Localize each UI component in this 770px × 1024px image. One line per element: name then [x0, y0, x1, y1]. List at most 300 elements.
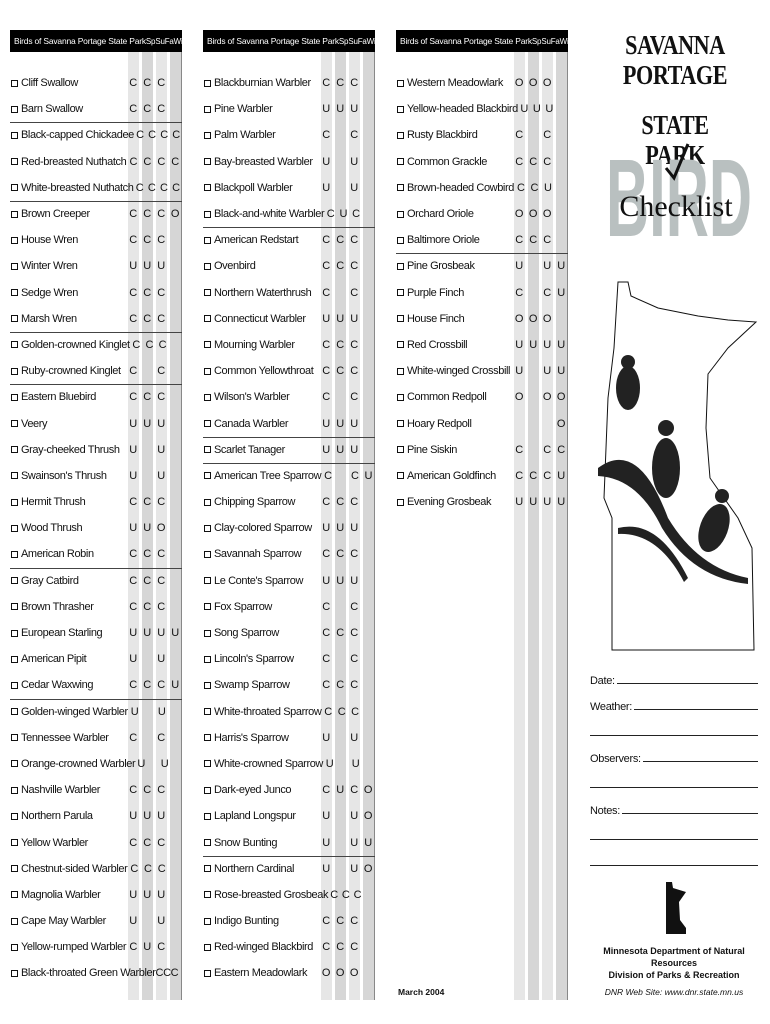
species-name: White-crowned Sparrow	[214, 757, 323, 770]
abundance-wi: O	[363, 862, 373, 875]
species-checkbox[interactable]	[11, 132, 18, 139]
species-checkbox[interactable]	[11, 446, 18, 453]
species-name: European Starling	[21, 627, 103, 640]
species-checkbox[interactable]	[204, 577, 211, 584]
species-row	[396, 332, 568, 358]
species-row	[10, 437, 182, 463]
abundance-fa: U	[157, 915, 165, 928]
species-checkbox[interactable]	[11, 368, 18, 375]
species-checkbox[interactable]	[204, 237, 211, 244]
species-row	[396, 122, 568, 148]
species-checkbox[interactable]	[11, 630, 18, 637]
abundance-fa: U	[157, 888, 165, 901]
species-row	[203, 541, 375, 567]
season-header-fa: Fa	[164, 36, 174, 46]
abundance-su: C	[143, 208, 151, 221]
species-name: Dark-eyed Junco	[214, 784, 292, 797]
species-checkbox[interactable]	[204, 289, 211, 296]
group-separator	[203, 856, 375, 857]
species-checkbox[interactable]	[11, 577, 18, 584]
species-checkbox[interactable]	[397, 289, 404, 296]
species-checkbox[interactable]	[11, 970, 18, 977]
species-row	[10, 620, 182, 646]
species-name: Nashville Warbler	[21, 784, 100, 797]
abundance-sp: C	[129, 286, 137, 299]
species-checkbox[interactable]	[204, 525, 211, 532]
abundance-fa: U	[543, 365, 551, 378]
abundance-wi: U	[557, 260, 565, 273]
species-checkbox[interactable]	[11, 472, 18, 479]
abundance-su: C	[336, 915, 344, 928]
abundance-su: U	[336, 784, 344, 797]
abundance-su: U	[336, 443, 344, 456]
abundance-sp: C	[322, 496, 330, 509]
species-row	[203, 253, 375, 279]
weather-line-2[interactable]	[590, 717, 758, 739]
abundance-sp: C	[515, 443, 523, 456]
abundance-su: C	[336, 548, 344, 561]
species-row	[203, 70, 375, 96]
species-row	[10, 201, 182, 227]
species-row	[10, 751, 182, 777]
species-checkbox[interactable]	[397, 315, 404, 322]
abundance-sp: C	[129, 77, 137, 90]
season-header-su: Su	[348, 36, 358, 46]
species-row	[396, 70, 568, 96]
species-checkbox[interactable]	[204, 499, 211, 506]
species-row	[396, 489, 568, 515]
species-checkbox[interactable]	[397, 132, 404, 139]
abundance-su: U	[336, 574, 344, 587]
species-row	[203, 699, 375, 725]
group-separator	[203, 463, 375, 464]
abundance-fa: C	[350, 234, 358, 247]
column-header	[396, 30, 568, 52]
abundance-su: C	[143, 312, 151, 325]
species-checkbox[interactable]	[11, 603, 18, 610]
abundance-fa: C	[157, 731, 165, 744]
abundance-wi: C	[172, 129, 180, 142]
species-name: Black-throated Green Warbler	[21, 967, 156, 980]
species-checkbox[interactable]	[204, 394, 211, 401]
abundance-su: U	[143, 260, 151, 273]
abundance-su: C	[147, 181, 156, 194]
species-name: Northern Cardinal	[214, 862, 295, 875]
species-name: House Wren	[21, 234, 78, 247]
species-checkbox[interactable]	[11, 813, 18, 820]
abundance-fa: U	[350, 731, 358, 744]
abundance-su: C	[341, 888, 350, 901]
observers-label: Observers:	[590, 753, 641, 765]
species-row	[396, 306, 568, 332]
abundance-su: C	[143, 155, 151, 168]
season-header-su: Su	[541, 36, 551, 46]
abundance-fa: C	[351, 705, 359, 718]
species-checkbox[interactable]	[397, 472, 404, 479]
observation-form	[590, 665, 758, 869]
abundance-fa: C	[157, 391, 165, 404]
species-checkbox[interactable]	[11, 394, 18, 401]
abundance-fa: U	[350, 443, 358, 456]
abundance-sp: C	[135, 181, 144, 194]
notes-line-3[interactable]	[590, 847, 758, 869]
species-name: Golden-winged Warbler	[21, 705, 128, 718]
abundance-fa: C	[157, 600, 165, 613]
species-checkbox[interactable]	[11, 891, 18, 898]
group-separator	[10, 201, 182, 202]
species-checkbox[interactable]	[397, 341, 404, 348]
abundance-fa: C	[157, 548, 165, 561]
abundance-fa: O	[349, 967, 359, 980]
species-name: American Robin	[21, 548, 94, 561]
checklist-word: Checklist	[619, 190, 733, 223]
species-checkbox[interactable]	[204, 315, 211, 322]
species-row	[10, 829, 182, 855]
species-checkbox[interactable]	[11, 525, 18, 532]
species-checkbox[interactable]	[11, 656, 18, 663]
abundance-sp: C	[322, 679, 330, 692]
season-header-sp: Sp	[531, 36, 542, 46]
species-checkbox[interactable]	[204, 656, 211, 663]
abundance-su: C	[143, 391, 151, 404]
species-checkbox[interactable]	[11, 499, 18, 506]
species-name: Palm Warbler	[214, 129, 276, 142]
species-name: Mourning Warbler	[214, 338, 295, 351]
species-name: Northern Parula	[21, 810, 93, 823]
species-row	[10, 803, 182, 829]
species-checkbox[interactable]	[397, 263, 404, 270]
species-checkbox[interactable]	[11, 760, 18, 767]
birds-drawing	[598, 355, 748, 584]
weather-field[interactable]	[590, 691, 758, 713]
abundance-sp: C	[129, 731, 137, 744]
species-checkbox[interactable]	[11, 184, 18, 191]
species-name: Scarlet Tanager	[214, 443, 285, 456]
species-checkbox[interactable]	[204, 211, 211, 218]
abundance-sp: C	[136, 129, 144, 142]
species-row	[10, 672, 182, 698]
species-checkbox[interactable]	[204, 158, 211, 165]
abundance-sp: C	[324, 705, 332, 718]
abundance-fa: U	[157, 810, 165, 823]
species-checkbox[interactable]	[11, 341, 18, 348]
abundance-fa: C	[350, 653, 358, 666]
species-checkbox[interactable]	[11, 865, 18, 872]
species-name: Blackburnian Warbler	[214, 77, 311, 90]
species-checkbox[interactable]	[204, 263, 211, 270]
abundance-fa: C	[157, 208, 165, 221]
species-checkbox[interactable]	[204, 132, 211, 139]
abundance-sp: U	[129, 888, 137, 901]
species-name: Evening Grosbeak	[407, 496, 492, 509]
abundance-fa: C	[543, 443, 551, 456]
notes-label: Notes:	[590, 805, 620, 817]
species-row	[203, 960, 375, 986]
species-checkbox[interactable]	[204, 603, 211, 610]
species-row	[10, 699, 182, 725]
species-checkbox[interactable]	[397, 420, 404, 427]
species-row	[203, 201, 375, 227]
species-name: White-throated Sparrow	[214, 705, 322, 718]
observers-field[interactable]	[590, 743, 758, 765]
abundance-sp: C	[132, 338, 140, 351]
abundance-su: C	[336, 496, 344, 509]
abundance-sp: U	[137, 757, 145, 770]
abundance-fa: U	[160, 757, 169, 770]
species-row	[10, 122, 182, 148]
species-checkbox[interactable]	[397, 80, 404, 87]
species-checkbox[interactable]	[204, 630, 211, 637]
species-name: Western Meadowlark	[407, 77, 503, 90]
abundance-sp: C	[130, 862, 138, 875]
species-checkbox[interactable]	[11, 420, 18, 427]
species-name: Ruby-crowned Kinglet	[21, 365, 121, 378]
species-row	[203, 332, 375, 358]
species-row	[396, 463, 568, 489]
species-row	[396, 201, 568, 227]
abundance-fa: U	[350, 312, 358, 325]
species-row	[10, 856, 182, 882]
species-row	[396, 149, 568, 175]
abundance-sp: C	[155, 967, 164, 980]
group-separator	[203, 227, 375, 228]
species-checkbox[interactable]	[204, 184, 211, 191]
abundance-fa: C	[350, 129, 358, 142]
species-checkbox[interactable]	[11, 315, 18, 322]
abundance-su: C	[143, 103, 151, 116]
species-checkbox[interactable]	[204, 341, 211, 348]
species-name: Cliff Swallow	[21, 77, 78, 90]
abundance-sp: C	[322, 260, 330, 273]
species-checkbox[interactable]	[204, 472, 211, 479]
species-row	[203, 175, 375, 201]
abundance-su: C	[163, 967, 171, 980]
species-checkbox[interactable]	[204, 551, 211, 558]
species-checkbox[interactable]	[204, 446, 211, 453]
abundance-sp: U	[515, 496, 523, 509]
abundance-su: U	[339, 208, 348, 221]
species-name: Lincoln's Sparrow	[214, 653, 294, 666]
abundance-sp: O	[321, 967, 331, 980]
abundance-fa: C	[157, 679, 165, 692]
species-name: Black-and-white Warbler	[214, 208, 325, 221]
species-checkbox[interactable]	[204, 918, 211, 925]
species-row	[203, 777, 375, 803]
abundance-su: C	[144, 862, 152, 875]
species-checkbox[interactable]	[11, 106, 18, 113]
notes-field[interactable]	[590, 795, 758, 817]
species-checkbox[interactable]	[204, 760, 211, 767]
abundance-sp: C	[322, 129, 330, 142]
species-checkbox[interactable]	[204, 839, 211, 846]
date-field[interactable]	[590, 665, 758, 687]
species-name: Orange-crowned Warbler	[21, 757, 136, 770]
species-row	[203, 306, 375, 332]
species-checkbox[interactable]	[397, 211, 404, 218]
species-checkbox[interactable]	[397, 237, 404, 244]
abundance-fa: C	[157, 574, 165, 587]
species-checkbox[interactable]	[11, 682, 18, 689]
dept-line-2: Division of Parks & Recreation	[608, 970, 740, 980]
abundance-sp: C	[322, 548, 330, 561]
abundance-fa: O	[156, 522, 166, 535]
species-row	[10, 489, 182, 515]
species-checkbox[interactable]	[397, 158, 404, 165]
species-checkbox[interactable]	[11, 158, 18, 165]
species-name: Chipping Sparrow	[214, 496, 296, 509]
abundance-sp: C	[129, 234, 137, 247]
species-checkbox[interactable]	[397, 499, 404, 506]
abundance-fa: C	[157, 286, 165, 299]
species-name: Yellow Warbler	[21, 836, 88, 849]
species-checkbox[interactable]	[11, 551, 18, 558]
abundance-sp: U	[129, 443, 137, 456]
abundance-su: C	[143, 600, 151, 613]
species-row	[203, 568, 375, 594]
abundance-sp: C	[129, 548, 137, 561]
abundance-fa: U	[543, 338, 551, 351]
abundance-fa: U	[351, 757, 360, 770]
species-checkbox[interactable]	[11, 944, 18, 951]
species-name: American Pipit	[21, 653, 87, 666]
abundance-wi: U	[557, 365, 565, 378]
species-checkbox[interactable]	[11, 787, 18, 794]
species-name: Marsh Wren	[21, 312, 77, 325]
species-checkbox[interactable]	[204, 970, 211, 977]
species-checkbox[interactable]	[11, 708, 18, 715]
column-header-title: Birds of Savanna Portage State Park	[14, 36, 146, 46]
species-row	[10, 306, 182, 332]
species-name: Pine Grosbeak	[407, 260, 475, 273]
species-name: Wood Thrush	[21, 522, 83, 535]
abundance-su: U	[143, 417, 151, 430]
species-checkbox[interactable]	[11, 734, 18, 741]
species-checkbox[interactable]	[204, 891, 211, 898]
species-checkbox[interactable]	[11, 918, 18, 925]
abundance-su: C	[143, 548, 151, 561]
species-row	[203, 410, 375, 436]
species-checkbox[interactable]	[11, 80, 18, 87]
species-row	[203, 803, 375, 829]
abundance-su: O	[528, 208, 538, 221]
abundance-fa: C	[170, 967, 179, 980]
abundance-su: C	[336, 365, 344, 378]
species-name: Purple Finch	[407, 286, 464, 299]
species-row	[203, 463, 375, 489]
abundance-fa: U	[157, 627, 165, 640]
abundance-su: C	[145, 338, 154, 351]
species-checkbox[interactable]	[204, 734, 211, 741]
species-checkbox[interactable]	[204, 682, 211, 689]
species-row	[10, 882, 182, 908]
abundance-fa: O	[542, 391, 552, 404]
group-separator	[10, 332, 182, 333]
abundance-su: C	[336, 679, 344, 692]
abundance-fa: C	[350, 286, 358, 299]
abundance-fa: C	[543, 286, 551, 299]
species-name: Brown Creeper	[21, 208, 90, 221]
checklist-column-3	[396, 30, 569, 509]
species-name: Veery	[21, 417, 48, 430]
species-checkbox[interactable]	[397, 106, 404, 113]
species-checkbox[interactable]	[204, 813, 211, 820]
species-checkbox[interactable]	[11, 839, 18, 846]
species-checkbox[interactable]	[204, 865, 211, 872]
abundance-sp: U	[129, 469, 137, 482]
species-checkbox[interactable]	[11, 211, 18, 218]
abundance-sp: C	[129, 312, 137, 325]
abundance-su: O	[528, 312, 538, 325]
species-row	[10, 280, 182, 306]
species-name: Orchard Oriole	[407, 208, 474, 221]
species-checkbox[interactable]	[11, 289, 18, 296]
species-checkbox[interactable]	[11, 237, 18, 244]
abundance-sp: C	[515, 469, 523, 482]
species-checkbox[interactable]	[204, 708, 211, 715]
dept-line-1: Minnesota Department of Natural Resources	[603, 946, 745, 968]
abundance-fa: O	[542, 77, 552, 90]
abundance-sp: C	[129, 365, 137, 378]
abundance-sp: C	[322, 77, 330, 90]
park-title-line2: STATE PARK	[641, 110, 709, 170]
species-checkbox[interactable]	[204, 787, 211, 794]
species-name: Rose-breasted Grosbeak	[214, 888, 329, 901]
abundance-fa: C	[350, 784, 358, 797]
species-checkbox[interactable]	[397, 446, 404, 453]
species-checkbox[interactable]	[397, 184, 404, 191]
notes-line-2[interactable]	[590, 821, 758, 843]
abundance-sp: U	[129, 915, 137, 928]
abundance-su: C	[529, 155, 537, 168]
abundance-sp: U	[515, 338, 523, 351]
abundance-su: U	[143, 810, 151, 823]
species-checkbox[interactable]	[204, 368, 211, 375]
minnesota-bird-illustration	[598, 278, 758, 650]
species-name: Clay-colored Sparrow	[214, 522, 312, 535]
abundance-fa: U	[157, 469, 165, 482]
abundance-fa: U	[543, 260, 551, 273]
abundance-sp: C	[322, 600, 330, 613]
abundance-su: C	[143, 286, 151, 299]
species-row	[396, 410, 568, 436]
species-row	[10, 463, 182, 489]
abundance-sp: C	[515, 155, 523, 168]
species-checkbox[interactable]	[204, 80, 211, 87]
species-checkbox[interactable]	[204, 420, 211, 427]
abundance-fa: U	[157, 443, 165, 456]
abundance-fa: C	[157, 103, 165, 116]
abundance-fa: C	[350, 600, 358, 613]
species-checkbox[interactable]	[397, 394, 404, 401]
abundance-sp: U	[129, 627, 137, 640]
species-checkbox[interactable]	[204, 944, 211, 951]
species-row	[10, 149, 182, 175]
abundance-sp: C	[322, 365, 330, 378]
species-name: Swamp Sparrow	[214, 679, 290, 692]
abundance-sp: U	[515, 365, 523, 378]
species-row	[10, 332, 182, 358]
species-checkbox[interactable]	[397, 368, 404, 375]
abundance-sp: U	[129, 522, 137, 535]
species-row	[10, 646, 182, 672]
species-name: Lapland Longspur	[214, 810, 296, 823]
species-row	[10, 253, 182, 279]
species-checkbox[interactable]	[204, 106, 211, 113]
observers-line-2[interactable]	[590, 769, 758, 791]
abundance-fa: C	[157, 784, 165, 797]
species-checkbox[interactable]	[11, 263, 18, 270]
abundance-su: C	[336, 338, 344, 351]
